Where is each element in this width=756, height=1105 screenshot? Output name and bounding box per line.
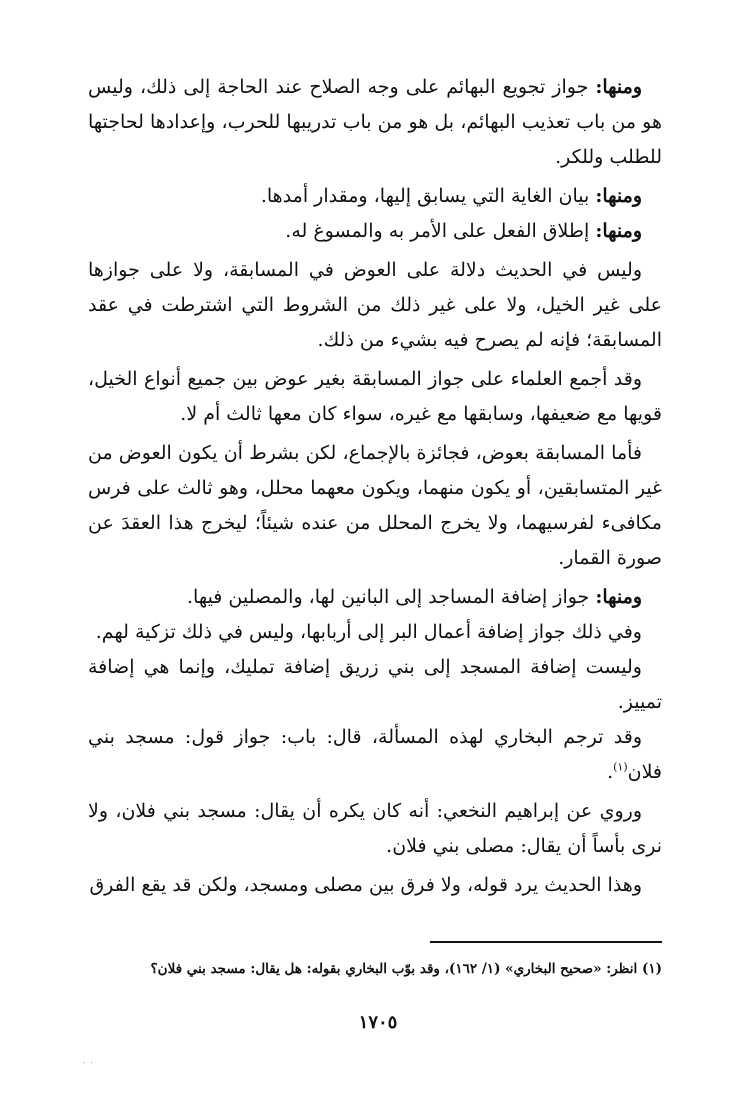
footnote-marker[interactable]: (١): [613, 760, 628, 774]
paragraph-text: وروي عن إبراهيم النخعي: أنه كان يكره أن يقال: مسجد بني فلان، ولا نرى بأساً أن يقال: مصلى بني فلان.: [88, 800, 662, 857]
paragraph: [88, 179, 662, 214]
paragraph: [88, 650, 662, 720]
paragraph-text: وقد أجمع العلماء على جواز المسابقة بغير عوض بين جميع أنواع الخيل، قويها مع ضعيفها، وسابقها مع غيره، سواء كان معها ثالث أم لا.: [88, 368, 662, 425]
paragraph-text: وقد ترجم البخاري لهذه المسألة، قال: باب: جواز قول: مسجد بني فلان: [88, 726, 662, 783]
footnote: (١) انظر: «صحيح البخاري» (١/ ١٦٢)، وقد بوّب البخاري بقوله: هل يقال: مسجد بني فلان؟: [150, 961, 662, 977]
main-text: [88, 70, 662, 907]
paragraph: [88, 868, 662, 903]
paragraph-lead: ومنها:: [595, 586, 642, 608]
paragraph-lead: ومنها:: [595, 76, 642, 98]
scan-specks: ˙ ˙: [82, 1062, 94, 1072]
paragraph-text: وليست إضافة المسجد إلى بني زريق إضافة تمليك، وإنما هي إضافة تمييز.: [88, 656, 662, 713]
paragraph: [88, 253, 662, 358]
paragraph-tail: .: [607, 761, 614, 783]
paragraph-text: جواز تجويع البهائم على وجه الصلاح عند الحاجة إلى ذلك، وليس هو من باب تعذيب البهائم، بل هو من باب تدريبها للحرب، وإعدادها لحاجتها للطلب وللكر.: [88, 76, 662, 168]
paragraph-text: بيان الغاية التي يسابق إليها، ومقدار أمدها.: [260, 185, 596, 207]
paragraph: [88, 580, 662, 615]
paragraph-lead: ومنها:: [595, 220, 642, 242]
page-number: ١٧٠٥: [358, 1012, 398, 1033]
paragraph: [88, 70, 662, 175]
paragraph: [88, 436, 662, 576]
paragraph: [88, 214, 662, 249]
paragraph: [88, 720, 662, 790]
footnote-divider: [430, 941, 662, 943]
paragraph-lead: ومنها:: [595, 185, 642, 207]
paragraph-text: إطلاق الفعل على الأمر به والمسوغ له.: [285, 220, 596, 242]
paragraph-text: جواز إضافة المساجد إلى البانين لها، والمصلين فيها.: [186, 586, 596, 608]
paragraph: [88, 615, 662, 650]
paragraph-text: وهذا الحديث يرد قوله، ولا فرق بين مصلى ومسجد، ولكن قد يقع الفرق: [89, 874, 642, 896]
paragraph-text: وليس في الحديث دلالة على العوض في المسابقة، ولا على جوازها على غير الخيل، ولا على غير ذلك من الشروط التي اشترطت في عقد المسابقة؛ فإنه لم يصرح فيه بشيء من ذلك.: [88, 259, 662, 351]
paragraph: [88, 794, 662, 864]
paragraph: [88, 362, 662, 432]
paragraph-text: فأما المسابقة بعوض، فجائزة بالإجماع، لكن بشرط أن يكون العوض من غير المتسابقين، أو يكون منهما، ويكون معهما محلل، وهو ثالث على فرس مكافىء لفرسيهما، ولا يخرج المحلل من عنده شيئاً؛ ليخرج هذا العقدَ عن صورة القمار.: [88, 442, 662, 569]
paragraph-text: وفي ذلك جواز إضافة أعمال البر إلى أربابها، وليس في ذلك تزكية لهم.: [95, 621, 642, 643]
